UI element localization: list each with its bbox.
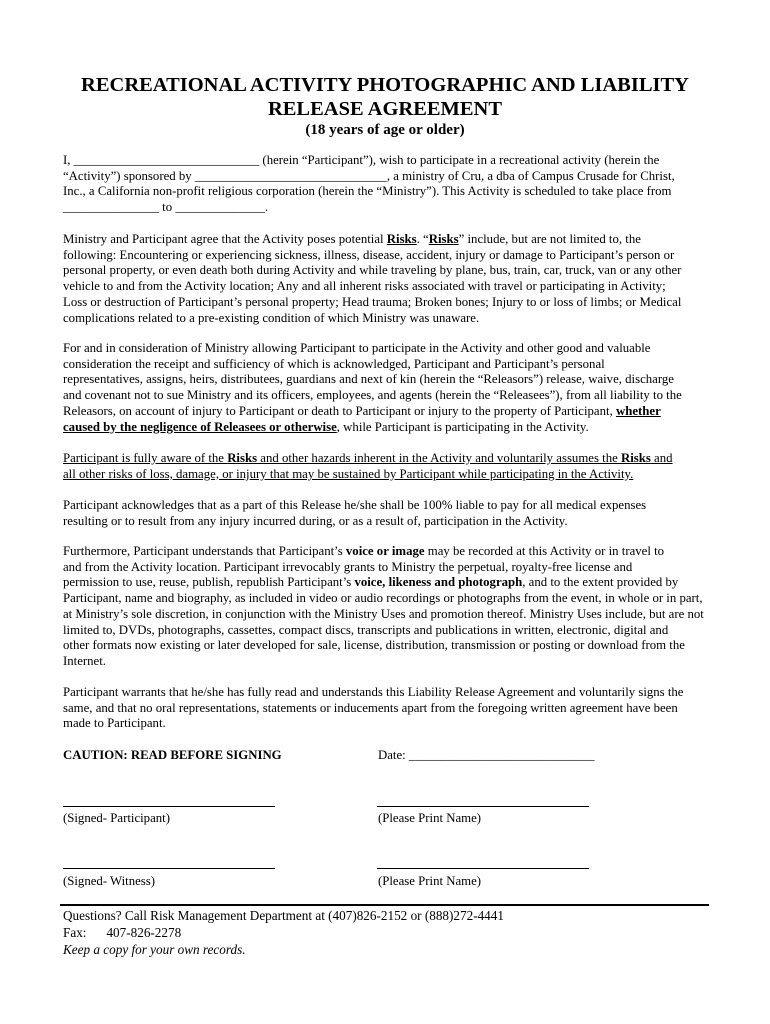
signed-participant-label: (Signed- Participant): [63, 811, 170, 825]
intro-text: .: [264, 200, 269, 215]
date-label: Date:: [378, 748, 409, 762]
warranty-paragraph: [63, 685, 713, 732]
risks-term: Risks: [386, 232, 417, 246]
fax-line: [63, 924, 181, 941]
photo-text: Participant, name and biography, as included in video or audio recordings or photographs from the event, in whole or in part,: [63, 591, 703, 606]
intro-paragraph: [63, 153, 713, 216]
photo-text: Furthermore, Participant understands that Participant’s: [63, 544, 346, 558]
witness-print-name-line[interactable]: [377, 868, 589, 869]
photo-text: permission to use, reuse, publish, republish Participant’s: [63, 575, 355, 590]
risks-text: personal property, or even death both during Activity and while traveling by plane, bus, train, car, truck, van or any other: [63, 263, 682, 278]
participant-print-name-line[interactable]: [377, 806, 589, 807]
age-requirement-subtitle: (18 years of age or older): [305, 122, 465, 138]
assumption-of-risk-paragraph: [63, 451, 713, 482]
risks-text: following: Encountering or experiencing sickness, illness, disease, accident, injury or damage to Participant’s person or: [63, 247, 675, 262]
release-paragraph: [63, 341, 713, 435]
intro-text: “Activity”) sponsored by: [63, 168, 195, 183]
photo-text: may be recorded at this Activity or in travel to: [424, 544, 665, 558]
questions-contact: Questions? Call Risk Management Department at (407)826-2152 or (888)272-4441: [63, 908, 504, 923]
intro-text: to: [158, 200, 176, 215]
risks-text: . “: [416, 232, 429, 246]
footer-divider: [60, 904, 709, 906]
risks-paragraph: [63, 232, 713, 326]
caution-heading: CAUTION: READ BEFORE SIGNING: [63, 748, 282, 762]
participant-signature-line[interactable]: [63, 806, 275, 807]
assumption-text: and other hazards inherent in the Activity and voluntarily assumes the: [257, 451, 621, 465]
document-title-line-1: RECREATIONAL ACTIVITY PHOTOGRAPHIC AND LIABILITY: [81, 74, 689, 96]
risks-text: complications related to a pre-existing condition of which Ministry was unaware.: [63, 310, 480, 325]
photo-text: , and to the extent provided by: [522, 575, 679, 590]
participant-name-blank[interactable]: _____________________________: [73, 153, 260, 167]
risks-term: Risks: [227, 451, 258, 465]
warranty-text: made to Participant.: [63, 716, 166, 731]
signed-witness-label: (Signed- Witness): [63, 874, 156, 888]
date-blank[interactable]: _____________________________: [408, 748, 595, 762]
photo-term: voice or image: [345, 544, 425, 558]
sponsor-blank[interactable]: ______________________________: [194, 168, 387, 183]
risks-text: ” include, but are not limited to, the: [458, 232, 641, 246]
release-text: , while Participant is participating in the Activity.: [336, 419, 589, 434]
photo-text: limited to, DVDs, photographs, cassettes, compact discs, transcripts and publications in written, electronic, digital and: [63, 622, 669, 637]
end-date-blank[interactable]: ______________: [175, 200, 265, 215]
risks-term: Risks: [620, 451, 651, 465]
negligence-clause: whether: [615, 403, 661, 418]
intro-text: (herein “Participant”), wish to participate in a recreational activity (herein the: [259, 153, 660, 167]
photo-text: at Ministry’s sole discretion, in conjunction with the Ministry Uses and promotion thereof. Ministry Uses include, but are not: [63, 606, 704, 621]
release-text: and covenant not to sue Ministry and its officers, employees, and agents (herein the “Releasees”), from all liability to the: [63, 388, 682, 403]
fax-label: Fax:: [63, 925, 87, 940]
risks-term: Risks: [428, 232, 459, 246]
print-name-label: (Please Print Name): [378, 811, 482, 825]
intro-text: Inc., a California non-profit religious corporation (herein the “Ministry”). This Activity is scheduled to take place from: [63, 184, 672, 199]
medical-text: resulting or to result from any injury incurred during, or as a result of, participation in the Activity.: [63, 513, 568, 528]
release-text: Releasors, on account of injury to Participant or death to Participant or injury to the property of Participant,: [63, 403, 616, 418]
release-text: representatives, assigns, heirs, distributees, guardians and next of kin (herein the “Releasors”) release, waive, discharge: [63, 372, 674, 387]
risks-text: Ministry and Participant agree that the Activity poses potential: [63, 232, 387, 246]
intro-text: I,: [63, 153, 74, 167]
date-field[interactable]: [378, 747, 594, 763]
release-text: For and in consideration of Ministry allowing Participant to participate in the Activity and other good and valuable: [63, 341, 651, 355]
keep-copy-note: Keep a copy for your own records.: [63, 942, 246, 957]
print-name-label: (Please Print Name): [378, 874, 482, 888]
assumption-text: Participant is fully aware of the: [63, 451, 228, 465]
photo-release-paragraph: [63, 544, 713, 670]
risks-text: vehicle to and from the Activity location; Any and all inherent risks associated with travel or participating in Activity;: [63, 279, 666, 294]
photo-text: Internet.: [63, 653, 106, 668]
photo-term: voice, likeness and photograph: [354, 575, 523, 590]
release-text: consideration the receipt and sufficiency of which is acknowledged, Participant and Participant’s personal: [63, 356, 605, 371]
document-title-line-2: RELEASE AGREEMENT: [267, 98, 503, 120]
warranty-text: same, and that no oral representations, statements or inducements apart from the foregoing written agreement have been: [63, 700, 678, 715]
intro-text: , a ministry of Cru, a dba of Campus Crusade for Christ,: [386, 168, 675, 183]
medical-expenses-paragraph: [63, 498, 713, 529]
negligence-clause: caused by the negligence of Releasees or otherwise: [63, 419, 337, 434]
photo-text: other formats now existing or later developed for sale, license, distribution, transmission or posting or download from the: [63, 638, 685, 653]
photo-text: and from the Activity location. Participant irrevocably grants to Ministry the perpetual, royalty-free license and: [63, 559, 633, 574]
witness-signature-line[interactable]: [63, 868, 275, 869]
medical-text: Participant acknowledges that as a part of this Release he/she shall be 100% liable to pay for all medical expenses: [63, 498, 647, 512]
assumption-text: all other risks of loss, damage, or injury that may be sustained by Participant while participating in the Activity.: [63, 466, 634, 481]
risks-text: Loss or destruction of Participant’s personal property; Head trauma; Broken bones; Injury to or loss of limbs; or Medical: [63, 294, 682, 309]
fax-number: 407-826-2278: [106, 925, 182, 940]
warranty-text: Participant warrants that he/she has fully read and understands this Liability Release Agreement and voluntarily signs the: [63, 685, 684, 699]
start-date-blank[interactable]: _______________: [63, 200, 159, 215]
assumption-text: and: [650, 451, 673, 465]
